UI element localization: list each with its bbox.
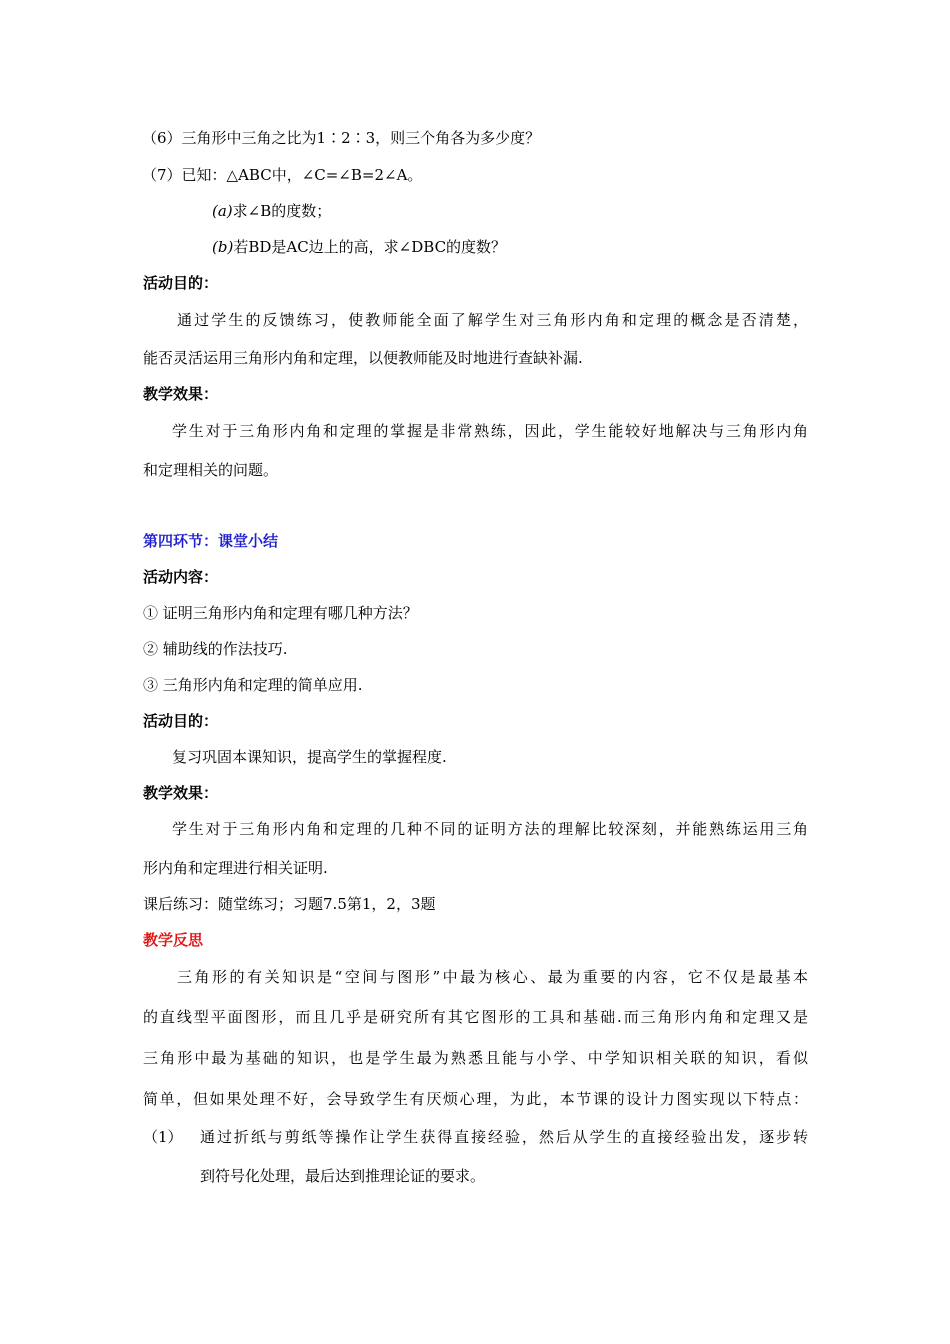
q7a-text: 求∠B的度数； (232, 202, 332, 220)
reflection-line-4: 简单，但如果处理不好，会导致学生有厌烦心理，为此，本节课的设计力图实现以下特点： (143, 1090, 810, 1108)
purpose-heading: 活动目的： (143, 274, 219, 292)
summary-item-2: ② 辅助线的作法技巧. (143, 640, 288, 658)
reflection-line-3: 三角形中最为基础的知识，也是学生最为熟悉且能与小学、中学知识相关联的知识，看似 (143, 1049, 811, 1067)
q6-text: （6）三角形中三角之比为1∶2∶3，则三个角各为多少度？ (142, 129, 541, 147)
q7b-text: 若BD是AC边上的高，求∠DBC的度数？ (233, 238, 507, 256)
reflection-line-1: 三角形的有关知识是“空间与图形”中最为核心、最为重要的内容，它不仅是最基本 (177, 968, 811, 986)
summary-item-1: ① 证明三角形内角和定理有哪几种方法？ (143, 604, 418, 622)
q7a-mark: (a) (212, 202, 233, 220)
purpose-line-2: 能否灵活运用三角形内角和定理，以便教师能及时地进行查缺补漏. (143, 349, 583, 367)
point1-line-2: 到符号化处理，最后达到推理论证的要求。 (200, 1167, 486, 1185)
q7b-line (212, 237, 506, 257)
content-heading: 活动内容： (143, 568, 219, 586)
reflection-title: 教学反思 (143, 931, 204, 949)
effect-line-2: 和定理相关的问题。 (143, 461, 279, 479)
section4-title: 第四环节：课堂小结 (143, 532, 279, 550)
homework-text: 课后练习：随堂练习；习题7.5第1，2，3题 (143, 895, 436, 913)
effect-line-2-1: 学生对于三角形内角和定理的几种不同的证明方法的理解比较深刻，并能熟练运用三角 (172, 820, 810, 838)
purpose-text-2: 复习巩固本课知识，提高学生的掌握程度. (172, 748, 447, 766)
purpose-line-1: 通过学生的反馈练习，使教师能全面了解学生对三角形内角和定理的概念是否清楚， (177, 311, 811, 329)
point1-line-1: 通过折纸与剪纸等操作让学生获得直接经验，然后从学生的直接经验出发，逐步转 (200, 1128, 810, 1146)
summary-item-3: ③ 三角形内角和定理的简单应用. (143, 676, 363, 694)
reflection-line-2: 的直线型平面图形，而且几乎是研究所有其它图形的工具和基础.而三角形内角和定理又是 (143, 1008, 810, 1026)
effect-line-1: 学生对于三角形内角和定理的掌握是非常熟练，因此，学生能较好地解决与三角形内角 (172, 422, 810, 440)
effect-heading-2: 教学效果： (143, 784, 219, 802)
q7-text: （7）已知：△ABC中，∠C=∠B=2∠A。 (142, 166, 423, 184)
point1-number: （1） (143, 1128, 183, 1146)
effect-line-2-2: 形内角和定理进行相关证明. (143, 859, 328, 877)
q7a-line (212, 201, 331, 221)
purpose-heading-2: 活动目的： (143, 712, 219, 730)
q7b-mark: (b) (212, 238, 234, 256)
effect-heading: 教学效果： (143, 385, 219, 403)
